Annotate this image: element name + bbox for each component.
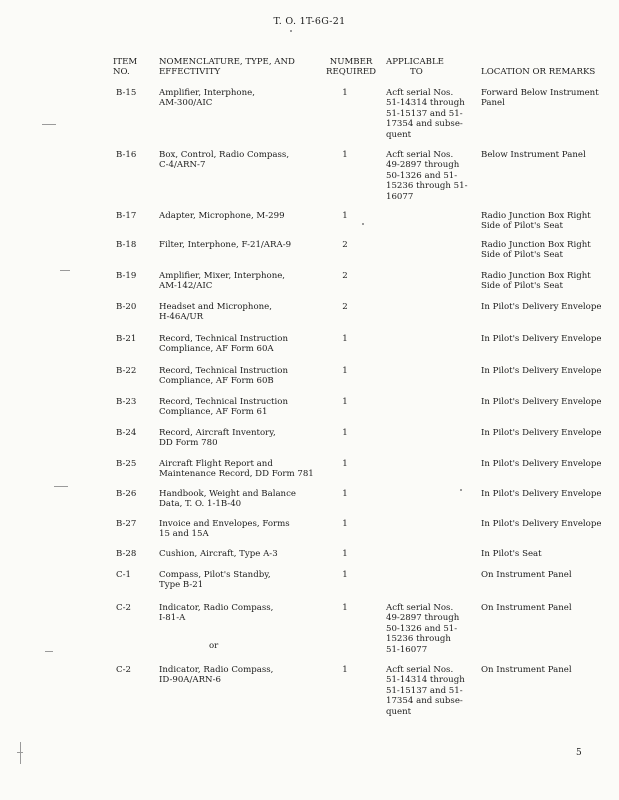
number-required-cell: 1 [342, 489, 348, 499]
nomenclature-cell: Cushion, Aircraft, Type A-3 [159, 549, 278, 559]
page-header: T. O. 1T-6G-21 [273, 16, 346, 27]
applicable-to-cell: Acft serial Nos. 51-14314 through 51-15137 and 51- 17354 and subse- quent [386, 88, 465, 140]
item-number: C-2 [116, 665, 131, 675]
scan-mark [290, 30, 292, 32]
nomenclature-cell: Indicator, Radio Compass, I-81-A [159, 603, 274, 624]
nomenclature-cell: Record, Technical Instruction Compliance, AF Form 60A [159, 334, 288, 355]
number-required-cell: 1 [342, 366, 348, 376]
column-header-number-line2: REQUIRED [325, 67, 377, 78]
scan-mark [20, 742, 21, 764]
number-required-cell: 1 [342, 397, 348, 407]
column-header-number [322, 57, 380, 78]
nomenclature-cell: Record, Aircraft Inventory, DD Form 780 [159, 428, 276, 449]
item-number: B-20 [116, 302, 137, 312]
location-cell: Forward Below Instrument Panel [481, 88, 599, 109]
nomenclature-cell: Compass, Pilot's Standby, Type B-21 [159, 570, 271, 591]
column-header-applicable [386, 57, 444, 78]
column-header-location: LOCATION OR REMARKS [481, 67, 596, 77]
column-header-nomenclature-line1: NOMENCLATURE, TYPE, AND [159, 57, 295, 67]
column-header-item-line2: NO. [113, 67, 130, 78]
location-cell: On Instrument Panel [481, 665, 572, 675]
column-header-applicable-line2: TO [410, 67, 423, 78]
number-required-cell: 1 [342, 519, 348, 529]
nomenclature-cell: Indicator, Radio Compass, ID-90A/ARN-6 [159, 665, 274, 686]
location-cell: Radio Junction Box Right Side of Pilot's Seat [481, 211, 591, 232]
item-number: B-21 [116, 334, 137, 344]
column-header-number-line1: NUMBER [329, 57, 373, 67]
number-required-cell: 2 [342, 302, 348, 312]
item-number: B-25 [116, 459, 137, 469]
item-number: C-1 [116, 570, 131, 580]
nomenclature-cell: Adapter, Microphone, M-299 [159, 211, 285, 221]
item-number: B-23 [116, 397, 137, 407]
item-number: B-19 [116, 271, 137, 281]
location-cell: In Pilot's Delivery Envelope [481, 366, 602, 376]
item-number: B-18 [116, 240, 137, 250]
nomenclature-cell: Aircraft Flight Report and Maintenance Record, DD Form 781 [159, 459, 314, 480]
location-cell: In Pilot's Delivery Envelope [481, 428, 602, 438]
nomenclature-cell: Record, Technical Instruction Compliance, AF Form 61 [159, 397, 288, 418]
number-required-cell: 1 [342, 150, 348, 160]
item-number: B-22 [116, 366, 137, 376]
nomenclature-cell: Amplifier, Interphone, AM-300/AIC [159, 88, 255, 109]
location-cell: Radio Junction Box Right Side of Pilot's Seat [481, 271, 591, 292]
item-number: C-2 [116, 603, 131, 613]
location-cell: Radio Junction Box Right Side of Pilot's Seat [481, 240, 591, 261]
column-header-item [113, 57, 137, 78]
location-cell: In Pilot's Delivery Envelope [481, 489, 602, 499]
column-header-item-line1: ITEM [113, 57, 138, 67]
location-cell: Below Instrument Panel [481, 150, 586, 160]
number-required-cell: 1 [342, 88, 348, 98]
nomenclature-cell: Amplifier, Mixer, Interphone, AM-142/AIC [159, 271, 286, 292]
applicable-to-cell: Acft serial Nos. 49-2897 through 50-1326 and 51- 15236 through 51-16077 [386, 603, 460, 655]
nomenclature-cell: Box, Control, Radio Compass, C-4/ARN-7 [159, 150, 290, 171]
number-required-cell: 1 [342, 459, 348, 469]
page-number: 5 [576, 748, 582, 758]
location-cell: On Instrument Panel [481, 603, 572, 613]
column-header-nomenclature-line2: EFFECTIVITY [159, 67, 221, 78]
item-number: B-28 [116, 549, 137, 559]
nomenclature-cell: Filter, Interphone, F-21/ARA-9 [159, 240, 292, 250]
scan-mark [45, 651, 53, 652]
number-required-cell: 1 [342, 603, 348, 613]
nomenclature-cell: Record, Technical Instruction Compliance, AF Form 60B [159, 366, 288, 387]
column-header-applicable-line1: APPLICABLE [386, 57, 444, 67]
item-number: B-24 [116, 428, 137, 438]
location-cell: In Pilot's Delivery Envelope [481, 302, 602, 312]
applicable-to-cell: Acft serial Nos. 49-2897 through 50-1326 and 51- 15236 through 51- 16077 [386, 150, 468, 202]
location-cell: On Instrument Panel [481, 570, 572, 580]
nomenclature-cell: Invoice and Envelopes, Forms 15 and 15A [159, 519, 290, 540]
location-cell: In Pilot's Delivery Envelope [481, 334, 602, 344]
location-cell: In Pilot's Delivery Envelope [481, 459, 602, 469]
number-required-cell: 1 [342, 211, 348, 221]
location-cell: In Pilot's Delivery Envelope [481, 519, 602, 529]
nomenclature-cell: Headset and Microphone, H-46A/UR [159, 302, 272, 323]
number-required-cell: 2 [342, 271, 348, 281]
location-cell: In Pilot's Delivery Envelope [481, 397, 602, 407]
item-number: B-27 [116, 519, 137, 529]
scan-mark [362, 223, 364, 225]
scan-mark [17, 752, 23, 753]
scan-mark [54, 486, 68, 487]
number-required-cell: 1 [342, 549, 348, 559]
column-header-nomenclature [159, 57, 295, 78]
number-required-cell: 1 [342, 428, 348, 438]
item-number: B-16 [116, 150, 137, 160]
number-required-cell: 1 [342, 334, 348, 344]
or-separator: or [209, 641, 219, 651]
location-cell: In Pilot's Seat [481, 549, 542, 559]
number-required-cell: 2 [342, 240, 348, 250]
item-number: B-17 [116, 211, 137, 221]
item-number: B-26 [116, 489, 137, 499]
number-required-cell: 1 [342, 570, 348, 580]
scan-mark [460, 489, 462, 491]
number-required-cell: 1 [342, 665, 348, 675]
item-number: B-15 [116, 88, 137, 98]
applicable-to-cell: Acft serial Nos. 51-14314 through 51-15137 and 51- 17354 and subse- quent [386, 665, 465, 717]
scan-mark [60, 270, 70, 271]
nomenclature-cell: Handbook, Weight and Balance Data, T. O. 1-1B-40 [159, 489, 296, 510]
scan-mark [42, 124, 56, 125]
